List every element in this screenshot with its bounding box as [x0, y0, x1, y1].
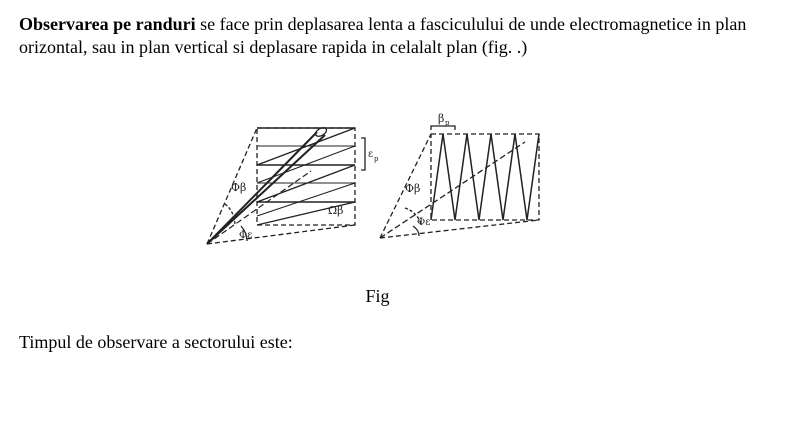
right-zigzag: [431, 134, 539, 220]
right-phi-epsilon-label: Φε: [417, 217, 431, 228]
right-phi-beta-label: Φβ: [405, 182, 421, 195]
scanning-diagram-figure: [195, 108, 565, 260]
paragraph-bold-lead: Observarea pe randuri: [19, 14, 196, 34]
left-epsilon-subscript: p: [374, 155, 379, 163]
left-beam-2: [207, 135, 325, 244]
figure-caption: Fig: [365, 286, 390, 306]
right-beta-label: β: [438, 112, 445, 125]
scanning-diagram: [195, 108, 565, 260]
paragraph-text: se face prin deplasarea lenta a fasciculului de unde electromagnetice in plan orizontal, sau in plan vertical si deplasare rapida in celalalt plan (fig. .): [19, 14, 747, 57]
intro-paragraph: [19, 13, 771, 59]
left-phi-epsilon-label: Φε: [239, 230, 253, 241]
left-omega-beta-label: Ωβ: [328, 204, 344, 217]
left-beam-1: [207, 132, 317, 244]
right-beta-subscript: p: [445, 119, 450, 127]
right-beta-bracket: [431, 126, 455, 130]
observation-time-paragraph: Timpul de observare a sectorului este:: [19, 332, 293, 352]
left-epsilon-bracket: [361, 138, 365, 170]
left-phi-beta-label: Φβ: [231, 181, 247, 194]
left-epsilon-label: ε: [368, 149, 374, 160]
right-diagram: [380, 126, 539, 238]
